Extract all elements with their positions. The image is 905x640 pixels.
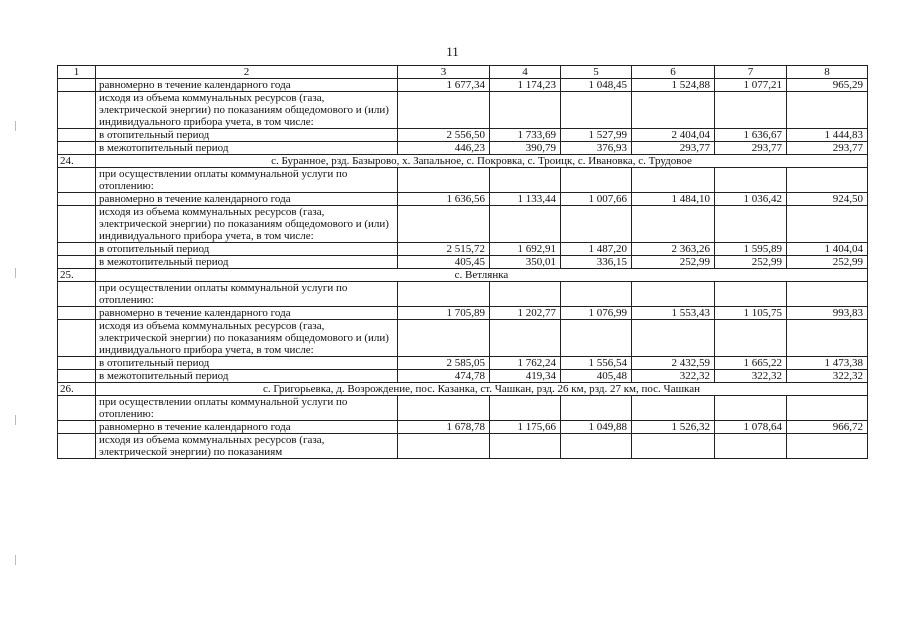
value-cell	[632, 320, 715, 357]
value-cell	[715, 206, 787, 243]
value-cell: 1 175,66	[490, 421, 561, 434]
row-index-cell	[58, 243, 96, 256]
value-cell: 1 733,69	[490, 129, 561, 142]
margin-mark	[15, 555, 16, 565]
value-cell	[398, 206, 490, 243]
value-cell: 419,34	[490, 370, 561, 383]
value-cell	[715, 168, 787, 193]
value-cell: 2 585,05	[398, 357, 490, 370]
value-cell: 1 526,32	[632, 421, 715, 434]
table-row	[58, 320, 868, 357]
value-cell: 322,32	[632, 370, 715, 383]
column-header: 6	[632, 66, 715, 79]
value-cell: 1 202,77	[490, 307, 561, 320]
value-cell: 336,15	[561, 256, 632, 269]
margin-mark	[15, 268, 16, 278]
value-cell: 405,45	[398, 256, 490, 269]
value-cell	[632, 92, 715, 129]
value-cell: 1 705,89	[398, 307, 490, 320]
table-row	[58, 193, 868, 206]
value-cell: 1 556,54	[561, 357, 632, 370]
value-cell	[490, 396, 561, 421]
value-cell	[787, 206, 868, 243]
section-row	[58, 155, 868, 168]
value-cell: 252,99	[787, 256, 868, 269]
value-cell	[561, 282, 632, 307]
value-cell	[490, 206, 561, 243]
value-cell	[561, 434, 632, 459]
row-index-cell	[58, 206, 96, 243]
value-cell	[561, 92, 632, 129]
value-cell	[632, 168, 715, 193]
value-cell	[715, 320, 787, 357]
value-cell: 322,32	[787, 370, 868, 383]
column-header: 2	[96, 66, 398, 79]
value-cell	[715, 282, 787, 307]
value-cell: 390,79	[490, 142, 561, 155]
table-row	[58, 206, 868, 243]
row-label: равномерно в течение календарного года	[96, 193, 398, 206]
value-cell	[632, 396, 715, 421]
column-header: 5	[561, 66, 632, 79]
row-label: при осуществлении оплаты коммунальной услуги по отоплению:	[96, 282, 398, 307]
value-cell: 293,77	[715, 142, 787, 155]
value-cell: 1 487,20	[561, 243, 632, 256]
row-index-cell	[58, 193, 96, 206]
value-cell: 924,50	[787, 193, 868, 206]
value-cell	[787, 396, 868, 421]
row-index-cell	[58, 307, 96, 320]
section-locality: с. Ветлянка	[96, 269, 868, 282]
value-cell	[561, 206, 632, 243]
row-label: исходя из объема коммунальных ресурсов (газа, электрической энергии) по показаниям общедомового и (или) индивидуального прибора учета, в том числе:	[96, 320, 398, 357]
row-label: в отопительный период	[96, 357, 398, 370]
value-cell	[715, 396, 787, 421]
value-cell	[787, 434, 868, 459]
value-cell: 1 105,75	[715, 307, 787, 320]
value-cell: 446,23	[398, 142, 490, 155]
row-index-cell	[58, 79, 96, 92]
value-cell: 1 484,10	[632, 193, 715, 206]
column-header: 3	[398, 66, 490, 79]
value-cell: 474,78	[398, 370, 490, 383]
table-row	[58, 307, 868, 320]
value-cell: 2 556,50	[398, 129, 490, 142]
row-label: исходя из объема коммунальных ресурсов (газа, электрической энергии) по показаниям общедомового и (или) индивидуального прибора учета, в том числе:	[96, 92, 398, 129]
value-cell: 1 636,56	[398, 193, 490, 206]
value-cell: 1 049,88	[561, 421, 632, 434]
section-row	[58, 269, 868, 282]
table-row	[58, 421, 868, 434]
row-index-cell	[58, 434, 96, 459]
value-cell	[561, 168, 632, 193]
table-row	[58, 434, 868, 459]
value-cell: 322,32	[715, 370, 787, 383]
column-header: 8	[787, 66, 868, 79]
margin-mark	[15, 121, 16, 131]
column-header: 4	[490, 66, 561, 79]
value-cell	[490, 282, 561, 307]
column-header: 7	[715, 66, 787, 79]
value-cell	[715, 92, 787, 129]
table-row	[58, 256, 868, 269]
value-cell: 1 692,91	[490, 243, 561, 256]
row-label: в межотопительный период	[96, 370, 398, 383]
value-cell: 1 007,66	[561, 193, 632, 206]
row-index-cell	[58, 92, 96, 129]
value-cell	[561, 396, 632, 421]
section-locality: с. Григорьевка, д. Возрождение, пос. Казанка, ст. Чашкан, рзд. 26 км, рзд. 27 км, пос. Чашкан	[96, 383, 868, 396]
value-cell: 965,29	[787, 79, 868, 92]
column-header: 1	[58, 66, 96, 79]
value-cell	[398, 320, 490, 357]
table-row	[58, 243, 868, 256]
value-cell	[715, 434, 787, 459]
section-number: 25.	[58, 269, 96, 282]
value-cell: 1 527,99	[561, 129, 632, 142]
row-index-cell	[58, 282, 96, 307]
value-cell: 1 078,64	[715, 421, 787, 434]
value-cell	[561, 320, 632, 357]
row-label: при осуществлении оплаты коммунальной услуги по отоплению:	[96, 396, 398, 421]
value-cell: 376,93	[561, 142, 632, 155]
table-row	[58, 92, 868, 129]
value-cell	[398, 92, 490, 129]
value-cell: 1 595,89	[715, 243, 787, 256]
value-cell: 1 678,78	[398, 421, 490, 434]
table-row	[58, 79, 868, 92]
value-cell: 1 473,38	[787, 357, 868, 370]
value-cell: 252,99	[632, 256, 715, 269]
value-cell: 1 076,99	[561, 307, 632, 320]
value-cell: 2 515,72	[398, 243, 490, 256]
row-label: в межотопительный период	[96, 142, 398, 155]
value-cell: 1 404,04	[787, 243, 868, 256]
row-index-cell	[58, 129, 96, 142]
row-index-cell	[58, 320, 96, 357]
table-row	[58, 282, 868, 307]
value-cell: 1 048,45	[561, 79, 632, 92]
value-cell: 1 444,83	[787, 129, 868, 142]
table-row	[58, 396, 868, 421]
value-cell: 252,99	[715, 256, 787, 269]
value-cell	[787, 92, 868, 129]
row-index-cell	[58, 396, 96, 421]
row-index-cell	[58, 142, 96, 155]
value-cell	[787, 168, 868, 193]
row-label: исходя из объема коммунальных ресурсов (газа, электрической энергии) по показаниям	[96, 434, 398, 459]
table-row	[58, 129, 868, 142]
value-cell: 2 432,59	[632, 357, 715, 370]
value-cell: 293,77	[632, 142, 715, 155]
value-cell	[490, 92, 561, 129]
row-index-cell	[58, 421, 96, 434]
value-cell	[490, 320, 561, 357]
section-number: 26.	[58, 383, 96, 396]
table-row	[58, 357, 868, 370]
value-cell	[632, 206, 715, 243]
value-cell: 966,72	[787, 421, 868, 434]
margin-mark	[15, 415, 16, 425]
value-cell: 1 174,23	[490, 79, 561, 92]
value-cell: 1 077,21	[715, 79, 787, 92]
value-cell: 1 636,67	[715, 129, 787, 142]
section-locality: с. Буранное, рзд. Базырово, х. Запальное, с. Покровка, с. Троицк, с. Ивановка, с. Трудовое	[96, 155, 868, 168]
value-cell	[787, 282, 868, 307]
value-cell: 1 036,42	[715, 193, 787, 206]
section-row	[58, 383, 868, 396]
value-cell: 2 404,04	[632, 129, 715, 142]
value-cell	[398, 434, 490, 459]
row-label: в межотопительный период	[96, 256, 398, 269]
row-label: равномерно в течение календарного года	[96, 79, 398, 92]
value-cell	[632, 434, 715, 459]
row-label: равномерно в течение календарного года	[96, 307, 398, 320]
row-index-cell	[58, 256, 96, 269]
row-label: в отопительный период	[96, 243, 398, 256]
row-label: равномерно в течение календарного года	[96, 421, 398, 434]
value-cell: 1 524,88	[632, 79, 715, 92]
value-cell: 993,83	[787, 307, 868, 320]
value-cell	[398, 168, 490, 193]
value-cell: 1 762,24	[490, 357, 561, 370]
value-cell	[398, 396, 490, 421]
value-cell	[490, 434, 561, 459]
value-cell: 293,77	[787, 142, 868, 155]
value-cell	[398, 282, 490, 307]
row-index-cell	[58, 370, 96, 383]
table-row	[58, 142, 868, 155]
section-number: 24.	[58, 155, 96, 168]
value-cell	[490, 168, 561, 193]
value-cell	[632, 282, 715, 307]
value-cell: 1 553,43	[632, 307, 715, 320]
table-body	[58, 66, 868, 459]
value-cell: 1 677,34	[398, 79, 490, 92]
row-label: исходя из объема коммунальных ресурсов (газа, электрической энергии) по показаниям общедомового и (или) индивидуального прибора учета, в том числе:	[96, 206, 398, 243]
page-number: 11	[446, 44, 459, 59]
value-cell: 350,01	[490, 256, 561, 269]
value-cell: 2 363,26	[632, 243, 715, 256]
table-row	[58, 168, 868, 193]
table-header-row	[58, 66, 868, 79]
value-cell: 405,48	[561, 370, 632, 383]
value-cell	[787, 320, 868, 357]
value-cell: 1 665,22	[715, 357, 787, 370]
table-row	[58, 370, 868, 383]
row-index-cell	[58, 168, 96, 193]
row-label: в отопительный период	[96, 129, 398, 142]
row-label: при осуществлении оплаты коммунальной услуги по отоплению:	[96, 168, 398, 193]
tariff-table	[57, 65, 868, 459]
value-cell: 1 133,44	[490, 193, 561, 206]
row-index-cell	[58, 357, 96, 370]
